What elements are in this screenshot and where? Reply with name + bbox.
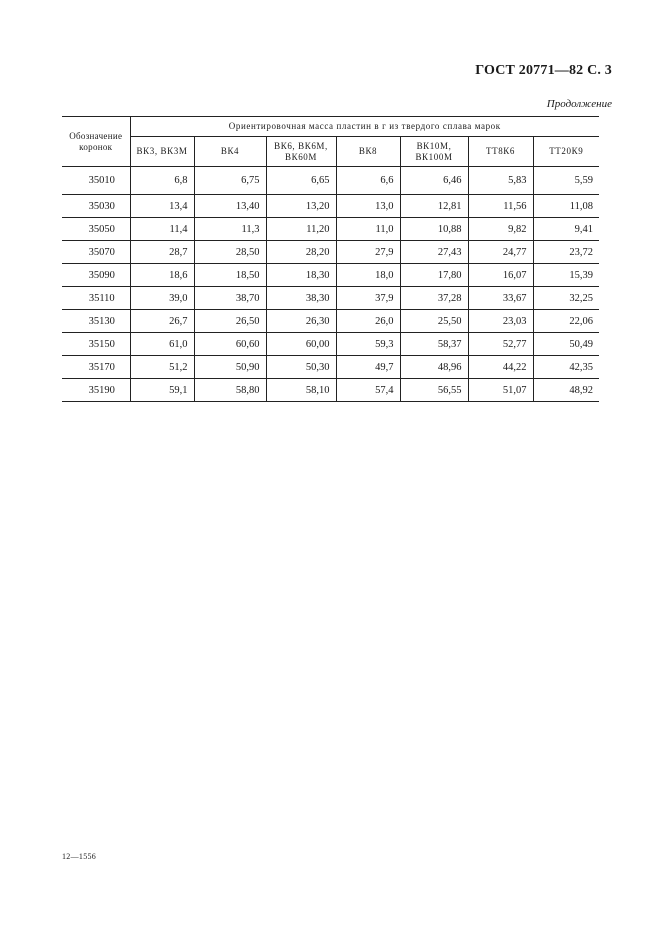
mass-value-cell: 13,40 [194,195,266,218]
mass-value-cell: 51,2 [130,356,194,379]
mass-value-cell: 50,49 [533,333,599,356]
mass-value-cell: 6,65 [266,167,336,195]
mass-value-cell: 18,30 [266,264,336,287]
mass-value-cell: 26,0 [336,310,400,333]
designation-cell: 35170 [62,356,130,379]
mass-value-cell: 37,9 [336,287,400,310]
mass-value-cell: 50,90 [194,356,266,379]
mass-value-cell: 11,4 [130,218,194,241]
mass-value-cell: 61,0 [130,333,194,356]
mass-value-cell: 50,30 [266,356,336,379]
mass-value-cell: 60,00 [266,333,336,356]
mass-value-cell: 49,7 [336,356,400,379]
mass-value-cell: 26,50 [194,310,266,333]
mass-value-cell: 24,77 [468,241,533,264]
designation-header: Обозначение коронок [62,117,130,167]
mass-value-cell: 11,08 [533,195,599,218]
mass-value-cell: 58,10 [266,379,336,402]
mass-table [62,116,599,402]
mass-value-cell: 10,88 [400,218,468,241]
mass-value-cell: 32,25 [533,287,599,310]
table-row [62,356,599,379]
mass-value-cell: 38,70 [194,287,266,310]
designation-cell: 35030 [62,195,130,218]
mass-value-cell: 52,77 [468,333,533,356]
mass-value-cell: 33,67 [468,287,533,310]
designation-cell: 35110 [62,287,130,310]
mass-value-cell: 18,6 [130,264,194,287]
mass-value-cell: 13,20 [266,195,336,218]
designation-cell: 35130 [62,310,130,333]
mass-value-cell: 23,72 [533,241,599,264]
mass-value-cell: 57,4 [336,379,400,402]
mass-value-cell: 12,81 [400,195,468,218]
column-header: ВК6, ВК6М, ВК60М [266,137,336,167]
mass-value-cell: 56,55 [400,379,468,402]
column-header: ВК3, ВК3М [130,137,194,167]
table-row [62,379,599,402]
table-row [62,167,599,195]
mass-value-cell: 23,03 [468,310,533,333]
mass-value-cell: 6,8 [130,167,194,195]
mass-value-cell: 48,96 [400,356,468,379]
designation-cell: 35190 [62,379,130,402]
mass-value-cell: 6,46 [400,167,468,195]
mass-value-cell: 59,3 [336,333,400,356]
mass-value-cell: 60,60 [194,333,266,356]
mass-value-cell: 15,39 [533,264,599,287]
mass-value-cell: 13,4 [130,195,194,218]
mass-value-cell: 18,50 [194,264,266,287]
mass-value-cell: 11,20 [266,218,336,241]
mass-value-cell: 26,7 [130,310,194,333]
mass-value-cell: 59,1 [130,379,194,402]
mass-value-cell: 17,80 [400,264,468,287]
mass-value-cell: 27,9 [336,241,400,264]
mass-value-cell: 42,35 [533,356,599,379]
mass-value-cell: 28,20 [266,241,336,264]
designation-cell: 35090 [62,264,130,287]
mass-value-cell: 25,50 [400,310,468,333]
mass-value-cell: 13,0 [336,195,400,218]
column-header: ВК8 [336,137,400,167]
table-row [62,241,599,264]
table-row [62,218,599,241]
mass-value-cell: 28,50 [194,241,266,264]
column-header: ВК10М, ВК100М [400,137,468,167]
mass-value-cell: 6,75 [194,167,266,195]
mass-value-cell: 11,0 [336,218,400,241]
mass-value-cell: 48,92 [533,379,599,402]
mass-value-cell: 37,28 [400,287,468,310]
table-row [62,264,599,287]
continuation-label: Продолжение [546,98,612,110]
page-title: ГОСТ 20771—82 С. 3 [475,63,612,78]
table-row [62,287,599,310]
designation-cell: 35050 [62,218,130,241]
mass-value-cell: 44,22 [468,356,533,379]
mass-value-cell: 28,7 [130,241,194,264]
designation-cell: 35070 [62,241,130,264]
mass-value-cell: 51,07 [468,379,533,402]
print-code: 12—1556 [62,852,97,861]
mass-value-cell: 9,41 [533,218,599,241]
mass-value-cell: 26,30 [266,310,336,333]
table-row [62,195,599,218]
designation-cell: 35010 [62,167,130,195]
mass-value-cell: 22,06 [533,310,599,333]
mass-value-cell: 18,0 [336,264,400,287]
mass-value-cell: 9,82 [468,218,533,241]
mass-value-cell: 39,0 [130,287,194,310]
mass-value-cell: 5,59 [533,167,599,195]
mass-value-cell: 58,37 [400,333,468,356]
mass-value-cell: 38,30 [266,287,336,310]
group-header: Ориентировочная масса пластин в г из твердого сплава марок [130,117,599,137]
column-header: ВК4 [194,137,266,167]
table-row [62,333,599,356]
table-body [62,167,599,402]
mass-value-cell: 5,83 [468,167,533,195]
mass-value-cell: 11,56 [468,195,533,218]
mass-value-cell: 11,3 [194,218,266,241]
mass-value-cell: 16,07 [468,264,533,287]
mass-value-cell: 27,43 [400,241,468,264]
designation-cell: 35150 [62,333,130,356]
column-header: ТТ8К6 [468,137,533,167]
column-header: ТТ20К9 [533,137,599,167]
mass-value-cell: 6,6 [336,167,400,195]
mass-value-cell: 58,80 [194,379,266,402]
table-row [62,310,599,333]
